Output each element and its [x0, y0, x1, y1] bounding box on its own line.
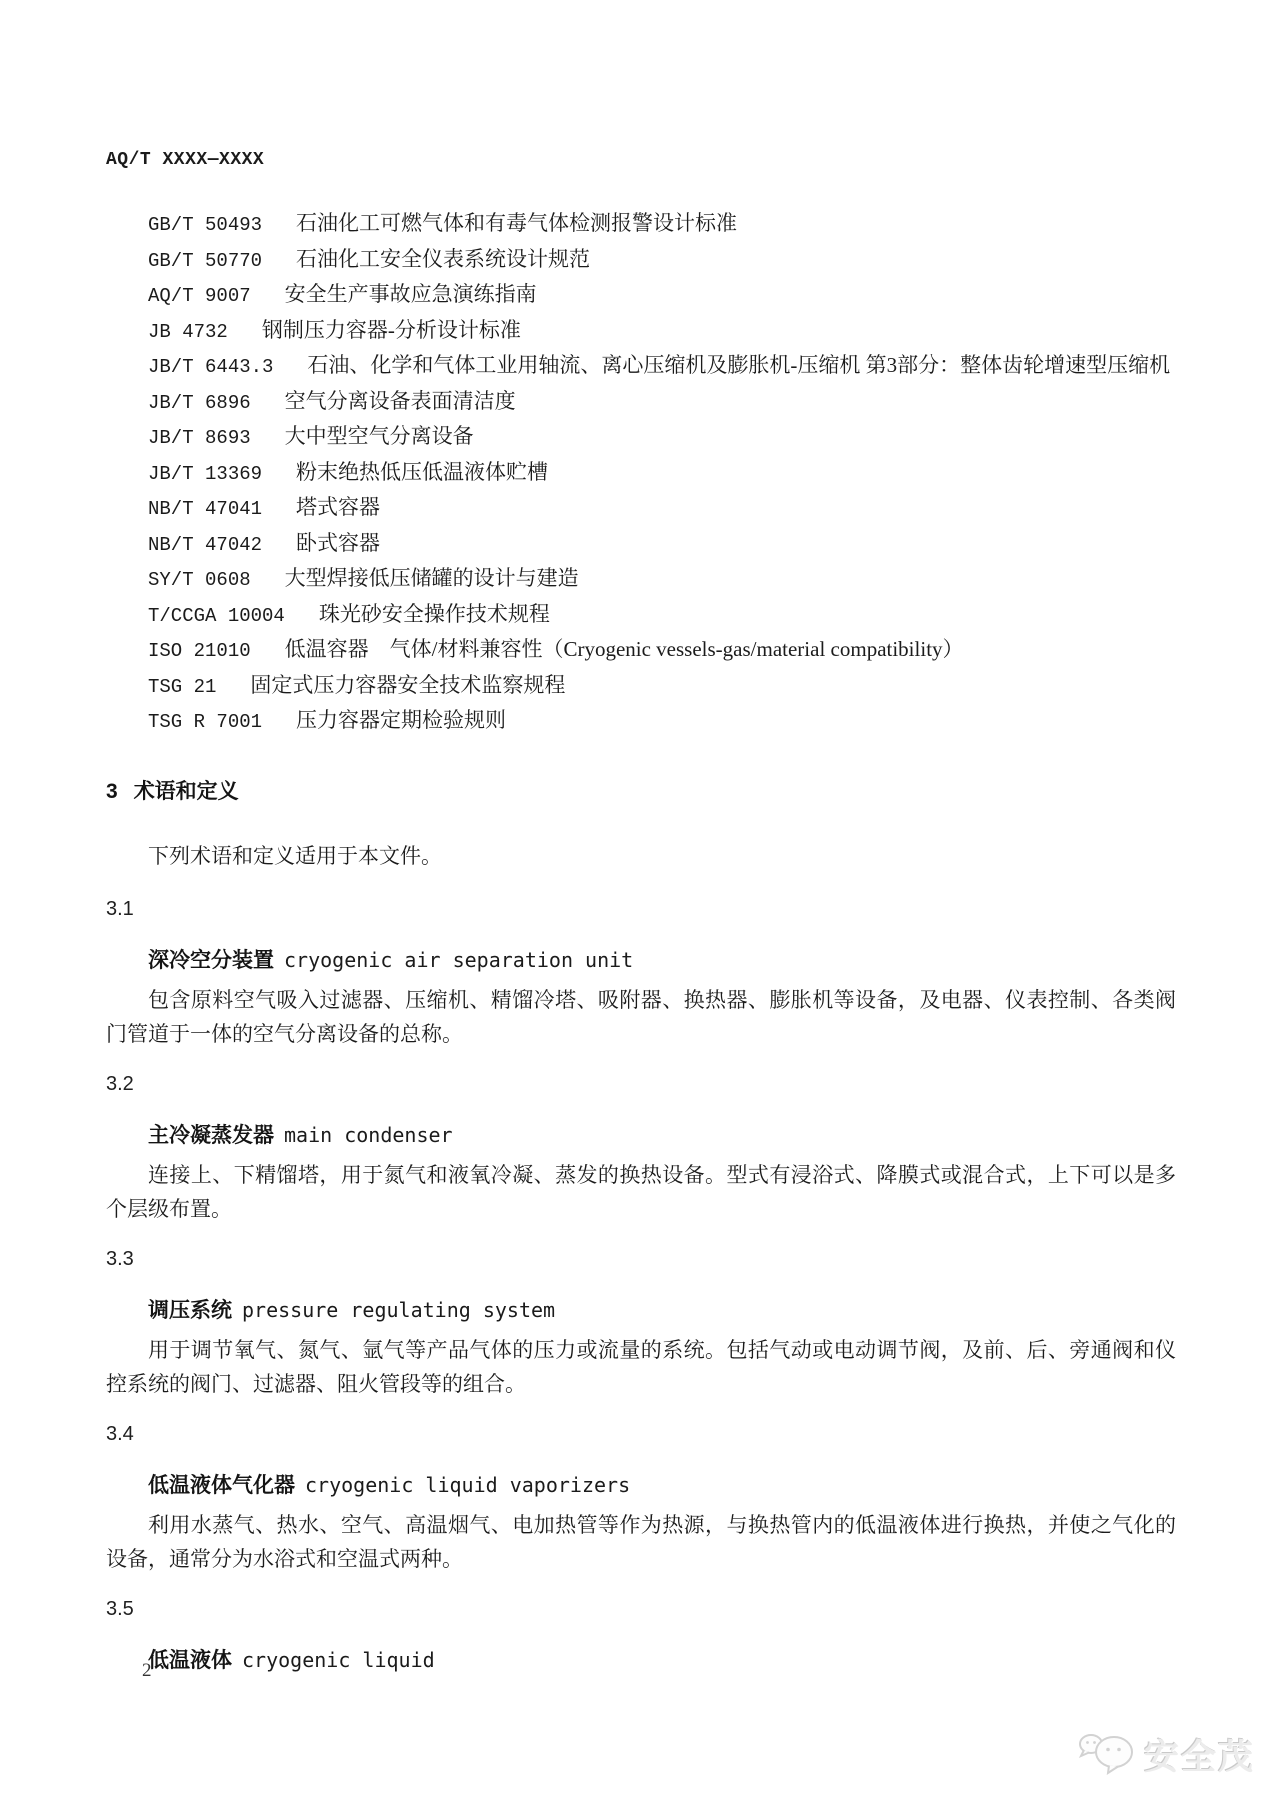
- reference-item: [106, 633, 1176, 669]
- reference-title: 大中型空气分离设备: [284, 424, 474, 448]
- term-line: [106, 1473, 1176, 1498]
- reference-item: [106, 704, 1176, 740]
- reference-code: JB/T 6896: [148, 391, 251, 414]
- reference-title: 钢制压力容器-分析设计标准: [261, 317, 521, 342]
- term-en: cryogenic liquid: [242, 1647, 435, 1672]
- term-zh: 主冷凝蒸发器: [148, 1123, 274, 1147]
- reference-code: NB/T 47042: [148, 533, 263, 556]
- reference-code: SY/T 0608: [148, 569, 251, 591]
- reference-title: 塔式容器: [296, 495, 381, 519]
- section-title: 术语和定义: [133, 779, 239, 803]
- term-definition: 包含原料空气吸入过滤器、压缩机、精馏冷塔、吸附器、换热器、膨胀机等设备，及电器、仪表控制、各类阀门管道于一体的空气分离设备的总称。: [106, 987, 1176, 1046]
- term-definition: 用于调节氧气、氮气、氩气等产品气体的压力或流量的系统。包括气动或电动调节阀，及前、后、旁通阀和仪控系统的阀门、过滤器、阻火管段等的组合。: [106, 1337, 1176, 1396]
- reference-code: TSG R 7001: [148, 711, 263, 733]
- term-zh: 深冷空分装置: [148, 948, 274, 972]
- reference-code: T/CCGA 10004: [148, 604, 285, 627]
- reference-item: [106, 420, 1176, 456]
- term-line: [106, 1298, 1176, 1323]
- reference-title: 卧式容器: [296, 530, 381, 555]
- references-list: [106, 207, 1176, 740]
- reference-title: 固定式压力容器安全技术监察规程: [250, 672, 566, 697]
- reference-code: JB 4732: [148, 320, 228, 343]
- reference-title: 大型焊接低压储罐的设计与建造: [284, 566, 579, 590]
- reference-item: [106, 385, 1176, 421]
- reference-code: JB/T 13369: [148, 462, 263, 485]
- reference-title: 粉末绝热低压低温液体贮槽: [296, 459, 549, 484]
- reference-title: 石油化工可燃气体和有毒气体检测报警设计标准: [296, 211, 738, 235]
- reference-title: 珠光砂安全操作技术规程: [318, 601, 550, 626]
- term-zh: 低温液体: [148, 1648, 232, 1672]
- term-line: [106, 1123, 1176, 1148]
- reference-code: NB/T 47041: [148, 498, 263, 520]
- reference-title: 压力容器定期检验规则: [296, 708, 507, 732]
- reference-code: JB/T 8693: [148, 427, 251, 449]
- clause-number: 3.5: [106, 1597, 134, 1620]
- term-line: [106, 1648, 1176, 1673]
- reference-title: 石油化工安全仪表系统设计规范: [296, 246, 591, 271]
- term-zh: 调压系统: [148, 1298, 232, 1322]
- reference-item: [106, 562, 1176, 598]
- section-heading: [106, 780, 1176, 804]
- clause-number: 3.3: [106, 1247, 134, 1270]
- clause-number: 3.2: [106, 1072, 134, 1095]
- reference-code: GB/T 50493: [148, 214, 263, 236]
- term-en: cryogenic air separation unit: [284, 947, 634, 972]
- reference-item: [106, 349, 1176, 385]
- watermark-brand: 安全茂: [1144, 1738, 1256, 1777]
- term-zh: 低温液体气化器: [148, 1473, 295, 1497]
- reference-item: [106, 598, 1176, 634]
- page-header: AQ/T XXXX—XXXX: [106, 150, 265, 170]
- clause-number: 3.4: [106, 1422, 134, 1445]
- term-en: pressure regulating system: [242, 1297, 556, 1322]
- document-page: [106, 148, 1176, 1673]
- watermark: [1078, 1733, 1255, 1777]
- reference-code: GB/T 50770: [148, 249, 263, 272]
- reference-item: [106, 491, 1176, 527]
- reference-item: [106, 314, 1176, 350]
- reference-title: 空气分离设备表面清洁度: [284, 388, 516, 413]
- reference-title: 安全生产事故应急演练指南: [284, 282, 537, 306]
- reference-item: [106, 456, 1176, 492]
- wechat-icon: [1078, 1731, 1136, 1780]
- page-number: 2: [142, 1660, 152, 1681]
- term-line: [106, 948, 1176, 973]
- term-definition: 连接上、下精馏塔，用于氮气和液氧冷凝、蒸发的换热设备。型式有浸浴式、降膜式或混合式，上下可以是多个层级布置。: [106, 1162, 1176, 1221]
- reference-item: [106, 527, 1176, 563]
- reference-item: [106, 243, 1176, 279]
- clause-number: 3.1: [106, 897, 134, 920]
- reference-code: ISO 21010: [148, 640, 251, 662]
- section-intro: 下列术语和定义适用于本文件。: [148, 843, 442, 868]
- section-number: 3: [106, 779, 118, 803]
- reference-title: 石油、化学和气体工业用轴流、离心压缩机及膨胀机-压缩机 第3部分：整体齿轮增速型压缩机: [307, 353, 1171, 377]
- reference-code: JB/T 6443.3: [148, 356, 274, 378]
- reference-code: TSG 21: [148, 675, 217, 698]
- reference-code: AQ/T 9007: [148, 285, 251, 307]
- term-en: main condenser: [284, 1122, 453, 1147]
- reference-item: [106, 278, 1176, 314]
- term-en: cryogenic liquid vaporizers: [305, 1472, 631, 1497]
- reference-title: 低温容器 气体/材料兼容性（Cryogenic vessels-gas/material compatibility）: [284, 637, 964, 661]
- reference-item: [106, 669, 1176, 705]
- reference-item: [106, 207, 1176, 243]
- term-definition: 利用水蒸气、热水、空气、高温烟气、电加热管等作为热源，与换热管内的低温液体进行换热，并使之气化的设备，通常分为水浴式和空温式两种。: [106, 1512, 1176, 1571]
